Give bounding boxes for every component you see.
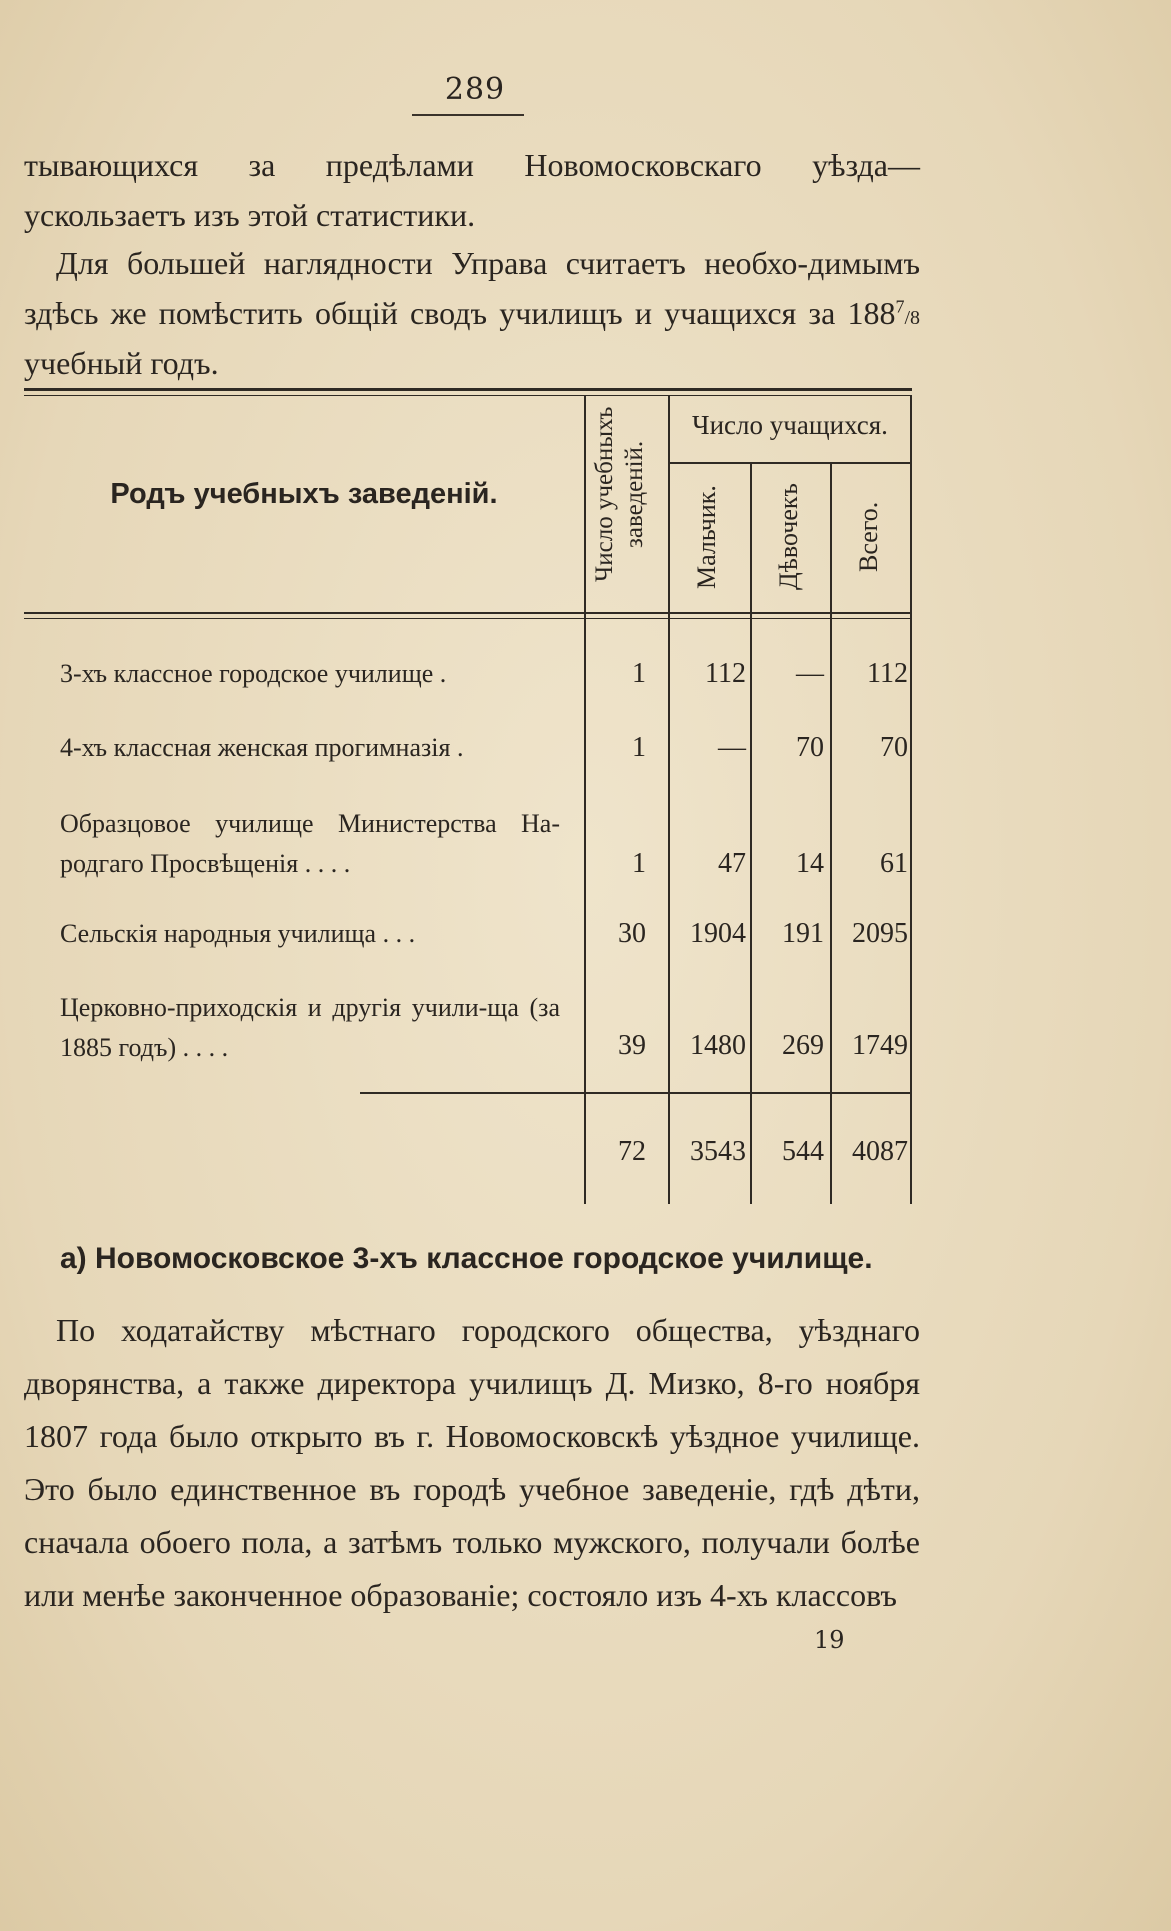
- cell-boys: 112: [705, 658, 746, 689]
- cell-count: 1: [632, 658, 646, 689]
- cell-count: 1: [632, 848, 646, 879]
- cell-count: 30: [618, 918, 646, 949]
- cell-total: 1749: [852, 1030, 908, 1061]
- column-header-count: Число учебныхъ заведеній.: [591, 406, 648, 582]
- fraction-numerator: 7: [895, 296, 905, 317]
- page-number-rule: [412, 114, 524, 116]
- summary-paragraph: [24, 238, 920, 388]
- column-header-boys: Мальчик.: [692, 485, 721, 589]
- row-label: Церковно-приходскія и другія учили-ща (за 1885 годъ) . . . .: [60, 993, 560, 1062]
- total-count: 72: [618, 1136, 646, 1167]
- intro-paragraph: [24, 140, 920, 240]
- row-label: Образцовое училище Министерства На-родгаго Просвѣщенія . . . .: [60, 809, 560, 878]
- cell-girls: 14: [796, 848, 824, 879]
- page-number: 289: [444, 72, 506, 107]
- intro-line-1: тывающихся за предѣлами Новомосковскаго уѣзда—: [24, 147, 920, 183]
- summary-text: Для большей наглядности Управа считаетъ необхо-димымъ здѣсь же помѣстить общій сводъ училищъ и учащихся за 188: [24, 245, 920, 331]
- cell-boys: 1480: [690, 1030, 746, 1061]
- intro-line-2: ускользаетъ изъ этой статистики.: [24, 197, 476, 233]
- cell-girls: —: [796, 658, 824, 689]
- cell-girls: 70: [796, 732, 824, 763]
- cell-boys: 1904: [690, 918, 746, 949]
- row-label: 4-хъ классная женская прогимназія .: [60, 733, 464, 762]
- column-header-type: Родъ учебныхъ заведеній.: [110, 478, 498, 510]
- total-total: 4087: [852, 1136, 908, 1167]
- row-label: Сельскія народныя училища . . .: [60, 919, 416, 948]
- cell-girls: 269: [782, 1030, 824, 1061]
- total-boys: 3543: [690, 1136, 746, 1167]
- cell-total: 112: [867, 658, 908, 689]
- schools-table: [24, 388, 912, 1206]
- cell-count: 1: [632, 732, 646, 763]
- cell-boys: 47: [718, 848, 746, 879]
- row-label: 3-хъ классное городское училище .: [60, 659, 447, 688]
- column-group-students: Число учащихся.: [692, 410, 888, 440]
- cell-girls: 191: [782, 918, 824, 949]
- cell-count: 39: [618, 1030, 646, 1061]
- summary-text-end: учебный годъ.: [24, 345, 219, 381]
- cell-total: 70: [880, 732, 908, 763]
- cell-total: 61: [880, 848, 908, 879]
- cell-total: 2095: [852, 918, 908, 949]
- column-header-total: Всего.: [854, 501, 883, 573]
- history-paragraph: [24, 1304, 920, 1622]
- section-heading: a) Новомосковское 3-хъ классное городское училище.: [60, 1242, 873, 1275]
- cell-boys: —: [718, 732, 746, 763]
- history-text: По ходатайству мѣстнаго городского общества, уѣзднаго дворянства, а также директора училищъ Д. Мизко, 8-го ноября 1807 года было открыто въ г. Новомосковскѣ уѣздное училище. Это было единственное въ городѣ учебное заведеніе, гдѣ дѣти, сначала обоего пола, а затѣмъ только мужского, получали болѣе или менѣе законченное образованіе; состояло изъ 4-хъ классовъ: [24, 1312, 920, 1613]
- fraction-denominator: /8: [904, 307, 920, 329]
- column-header-girls: Дѣвочекъ: [774, 483, 803, 591]
- signature-mark: 19: [814, 1626, 845, 1654]
- total-girls: 544: [782, 1136, 824, 1167]
